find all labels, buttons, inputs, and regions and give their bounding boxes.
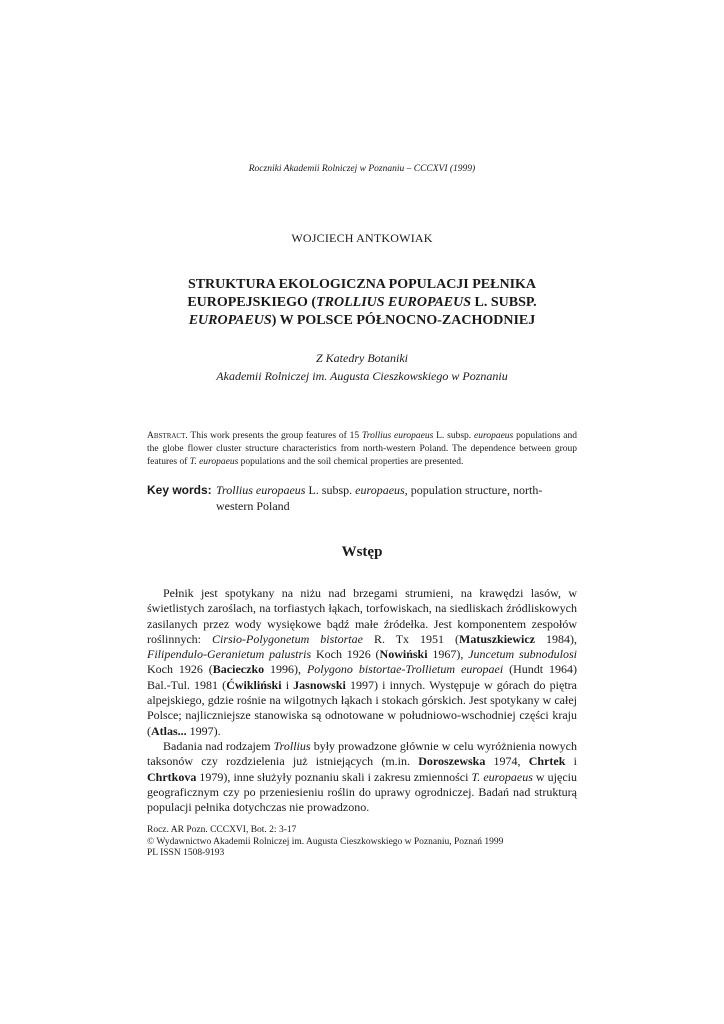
section-heading: Wstęp [341,544,383,560]
text-run: i [281,677,294,692]
text-run: były prowadzone głównie w celu wyróżnienia nowych taksonów czy rozdzielenia już istniejących (m.in. [147,738,577,769]
abstract-text: L. subsp. [433,431,475,441]
text-run: i [565,754,577,769]
italic-run: Juncetum subnodulosi [468,647,577,662]
text-run: (Hundt 1964) Bal.-Tul. 1981 ( [147,662,577,692]
abstract-italic: europaeus [474,431,514,441]
abstract-text: This work presents the group features of 15 [187,431,362,441]
abstract-text: populations and the globe flower cluster structure characteristics from north-western Poland. The dependence between group features of [147,431,577,467]
citation-author: Bacieczko [212,662,265,677]
title-italic: EUROPAEUS [188,313,272,328]
title-part: L. SUBSP. [471,295,537,310]
footer [147,825,577,860]
affiliation-line: Z Katedry Botaniki [316,351,408,365]
text-run: 1967), [427,647,469,662]
text-run: Koch 1926 ( [147,662,213,677]
italic-run: Filipendulo-Geranietum palustris [147,647,312,662]
text-run: 1984), [535,631,577,646]
affiliation [0,349,724,385]
abstract [147,430,577,469]
keywords-text [216,482,577,514]
text-run: Koch 1926 ( [311,647,380,662]
text-run: 1979), inne służyły poznaniu skali i zakresu zmienności [196,769,472,784]
paragraph [147,586,577,739]
citation-author: Jasnowski [293,677,346,692]
title-italic: TROLLIUS EUROPAEUS [316,295,472,310]
text-run: 1997). [186,723,221,738]
citation-author: Atlas... [151,723,187,738]
text-run: 1974, [485,754,529,769]
paper-title [150,276,574,330]
text-run: w ujęciu geograficznym czy po przeniesieniu roślin do uprawy ogrodniczej. Badań nad strukturą populacji pełnika dotychczas nie prowadzono. [147,769,577,815]
keywords-label: Key words: [147,483,212,497]
affiliation-line: Akademii Rolniczej im. Augusta Cieszkowskiego w Poznaniu [216,369,508,383]
text-run: R. Tx 1951 ( [362,631,460,646]
author-name: WOJCIECH ANTKOWIAK [291,231,433,245]
footer-copyright: © Wydawnictwo Akademii Rolniczej im. Augusta Cieszkowskiego w Poznaniu, Poznań 1999 [147,836,504,847]
running-head: Roczniki Akademii Rolniczej w Poznaniu – CCCXVI (1999) [248,164,476,174]
keyword-text: , population structure, north-western Poland [216,483,543,513]
text-run: Badania nad rodzajem [163,738,274,753]
citation-author: Ćwikliński [226,677,282,692]
citation-author: Nowiński [379,647,428,662]
abstract-label: Abstract. [147,431,188,441]
citation-author: Matuszkiewicz [459,631,536,646]
italic-run: Cirsio-Polygonetum bistortae [211,631,363,646]
footer-issn: PL ISSN 1508-9193 [147,848,225,858]
italic-run: Polygono bistortae-Trollietum europaei [306,662,504,677]
footer-citation: Rocz. AR Pozn. CCCXVI, Bot. 2: 3-17 [147,825,297,835]
title-part: ) W POLSCE PÓŁNOCNO-ZACHODNIEJ [271,313,536,328]
body-text [147,586,577,815]
text-run: 1996), [264,662,307,677]
keyword-italic: europaeus [355,483,405,497]
abstract-text: populations and the soil chemical properties are presented. [238,457,464,467]
title-part: STRUKTURA EKOLOGICZNA POPULACJI PEŁNIKA EUROPEJSKIEGO ( [187,277,537,310]
abstract-italic: Trollius europaeus [361,431,434,441]
italic-run: Trollius [273,738,311,753]
text-run: Pełnik jest spotykany na niżu nad brzegami strumieni, na krawędzi lasów, w świetlistych zaroślach, na torfiastych łąkach, torfowiskach, na siedliskach źródliskowych zasilanych przez wody wysiękowe bądź małe źródełka. Jest komponentem zespołów roślinnych: [147,586,577,646]
citation-author: Doroszewska [418,754,486,769]
abstract-italic: T. europaeus [189,457,239,467]
keyword-italic: Trollius europaeus [216,483,306,497]
citation-author: Chrtek [528,754,566,769]
keyword-text: L. subsp. [305,483,356,497]
text-run: 1997) i innych. Występuje w górach do piętra alpejskiego, gdzie rośnie na wilgotnych łąkach i stokach górskich. Jest spotykany w całej Polsce; najliczniejsze stanowiska są odnotowane w południowo-wschodniej części kraju ( [147,677,577,738]
citation-author: Chrtkova [147,769,197,784]
paragraph [147,739,577,815]
italic-run: T. europaeus [471,769,533,784]
